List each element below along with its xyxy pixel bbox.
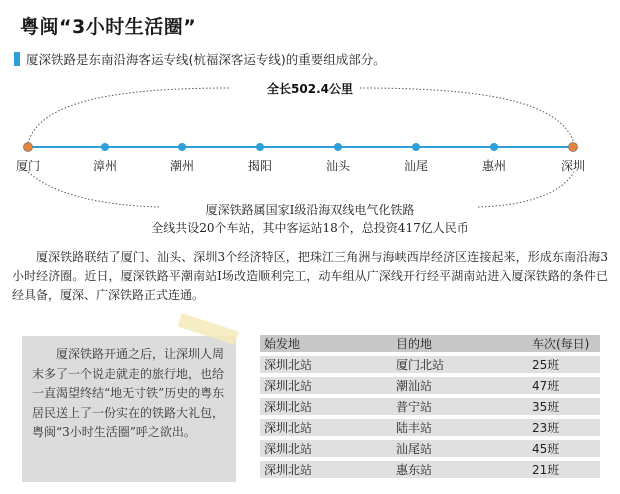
station-label: 潮州 bbox=[169, 159, 195, 173]
table-row bbox=[260, 440, 600, 457]
header-trains-per-day: 车次(每日) bbox=[528, 335, 600, 352]
station-label: 汕头 bbox=[325, 159, 351, 173]
table-row bbox=[260, 377, 600, 394]
route-length-label: 全长502.4公里 bbox=[267, 82, 353, 96]
destination-cell: 潮汕站 bbox=[392, 377, 528, 394]
station-node bbox=[412, 143, 420, 151]
station-node bbox=[569, 143, 578, 152]
origin-cell: 深圳北站 bbox=[260, 419, 392, 436]
info-line-2: 全线共设20个车站，其中客运站18个，总投资417亿人民币 bbox=[151, 221, 469, 235]
station-label: 汕尾 bbox=[403, 159, 429, 173]
trains-cell: 21班 bbox=[528, 461, 600, 478]
table-row bbox=[260, 419, 600, 436]
station-label: 深圳 bbox=[560, 159, 586, 173]
station-node bbox=[490, 143, 498, 151]
destination-cell: 厦门北站 bbox=[392, 356, 528, 373]
station-label: 漳州 bbox=[92, 159, 118, 173]
body-paragraph: 厦深铁路联结了厦门、汕头、深圳3个经济特区，把珠江三角洲与海峡西岸经济区连接起来，形成东南沿海3小时经济圈。近日，厦深铁路平潮南站Ⅰ场改造顺利完工，动车组从广深线开行经平湖南站进入厦深铁路的条件已经具备，厦深、广深铁路正式连通。 bbox=[12, 250, 608, 302]
station-node bbox=[24, 143, 33, 152]
trains-cell: 47班 bbox=[528, 377, 600, 394]
origin-cell: 深圳北站 bbox=[260, 461, 392, 478]
page-subtitle: 厦深铁路是东南沿海客运专线(杭福深客运专线)的重要组成部分。 bbox=[26, 52, 386, 67]
destination-cell: 普宁站 bbox=[392, 398, 528, 415]
station-label: 揭阳 bbox=[247, 159, 273, 173]
schedule-table bbox=[260, 331, 600, 482]
origin-cell: 深圳北站 bbox=[260, 356, 392, 373]
trains-cell: 23班 bbox=[528, 419, 600, 436]
sidebar-text: 厦深铁路开通之后，让深圳人周末多了一个说走就走的旅行地，也给一直渴望终结“地无寸铁”历史的粤东居民送上了一份实在的铁路大礼包，粤闽“3小时生活圈”呼之欲出。 bbox=[32, 347, 225, 439]
info-line-1: 厦深铁路属国家Ⅰ级沿海双线电气化铁路 bbox=[205, 203, 415, 217]
trains-cell: 35班 bbox=[528, 398, 600, 415]
header-destination: 目的地 bbox=[392, 335, 528, 352]
table-row bbox=[260, 356, 600, 373]
destination-cell: 陆丰站 bbox=[392, 419, 528, 436]
station-node bbox=[256, 143, 264, 151]
station-label: 厦门 bbox=[15, 159, 41, 173]
destination-cell: 惠东站 bbox=[392, 461, 528, 478]
origin-cell: 深圳北站 bbox=[260, 377, 392, 394]
destination-cell: 汕尾站 bbox=[392, 440, 528, 457]
table-row bbox=[260, 461, 600, 478]
station-node bbox=[101, 143, 109, 151]
station-node bbox=[178, 143, 186, 151]
schedule-header-row bbox=[260, 335, 600, 352]
trains-cell: 45班 bbox=[528, 440, 600, 457]
station-label: 惠州 bbox=[481, 159, 507, 173]
origin-cell: 深圳北站 bbox=[260, 440, 392, 457]
origin-cell: 深圳北站 bbox=[260, 398, 392, 415]
header-origin: 始发地 bbox=[260, 335, 392, 352]
station-node bbox=[334, 143, 342, 151]
table-row bbox=[260, 398, 600, 415]
trains-cell: 25班 bbox=[528, 356, 600, 373]
page-title: 粤闽“3小时生活圈” bbox=[20, 16, 197, 38]
